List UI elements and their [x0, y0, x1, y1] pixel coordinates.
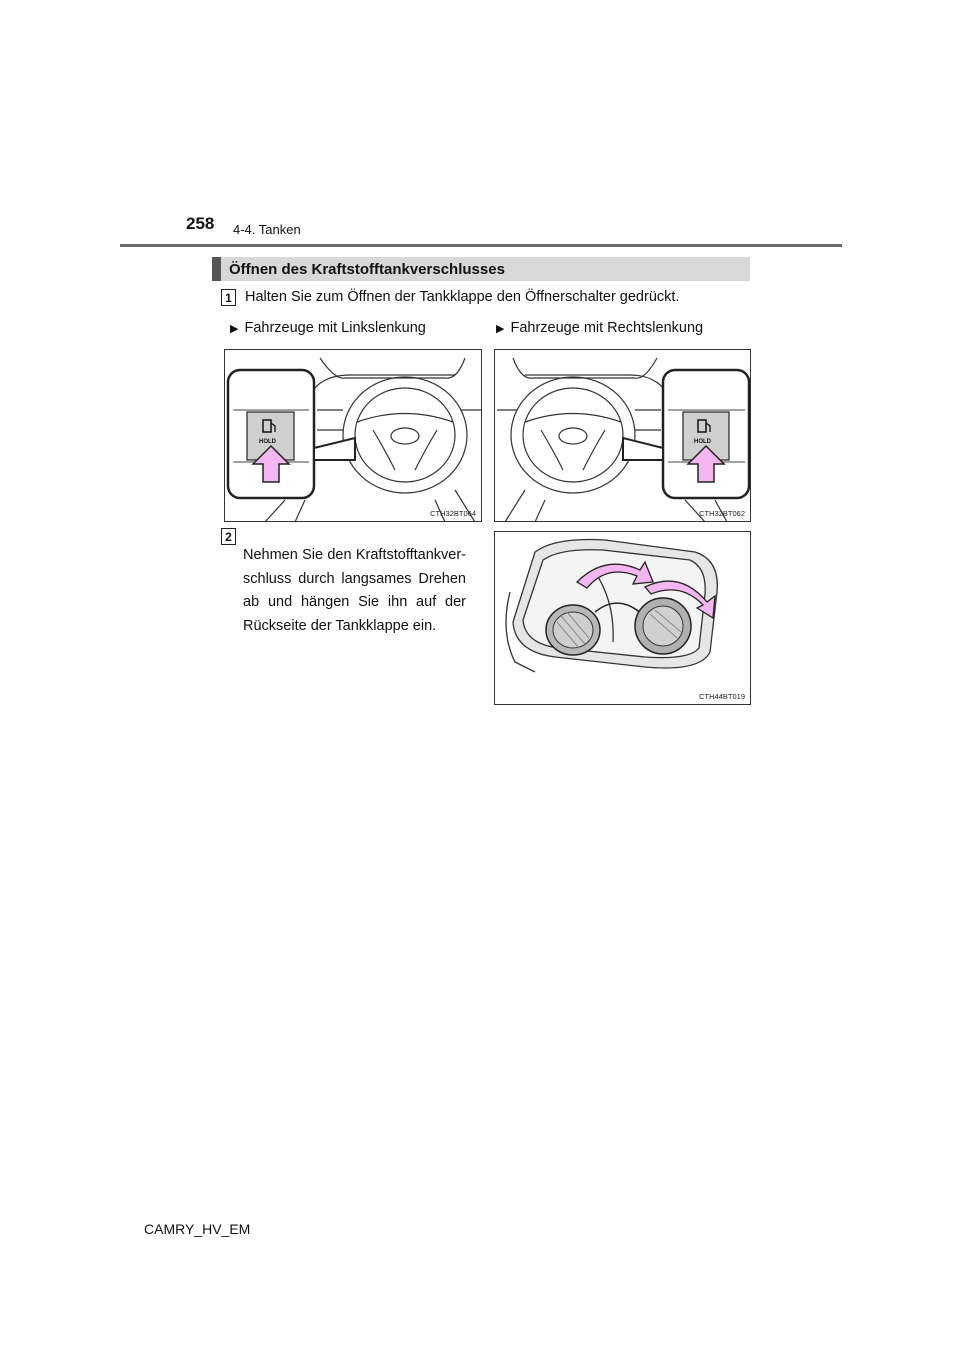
caption-left-hand-drive [230, 320, 426, 336]
figure-left-hand-drive [224, 349, 482, 522]
caption-right-hand-drive [496, 320, 703, 336]
caption-left-text: Fahrzeuge mit Linkslenkung [244, 320, 426, 336]
step-1-text: Halten Sie zum Öffnen der Tankklappe den Öffnerschalter gedrückt. [245, 289, 680, 305]
section-heading: Öffnen des Kraftstofftankverschlusses [229, 261, 505, 278]
footer-code: CAMRY_HV_EM [144, 1221, 251, 1237]
caption-right-text: Fahrzeuge mit Rechtslenkung [510, 320, 704, 336]
figure-left-code: CTH32BT064 [430, 509, 476, 518]
step-2-text: Nehmen Sie den Kraftstofftankver-schluss durch langsames Drehen ab und hängen Sie ihn auf der Rückseite der Tankklappe ein. [243, 547, 466, 634]
figure-right-code: CTH32BT062 [699, 509, 745, 518]
fuel-door-illustration [495, 532, 752, 706]
triangle-bullet-icon: ▶ [496, 323, 505, 335]
fuel-filler-neck [635, 598, 691, 654]
step-2-number: 2 [221, 528, 236, 545]
figure-right-hand-drive [494, 349, 751, 522]
header-rule [120, 244, 842, 247]
hold-label: HOLD [259, 439, 276, 445]
dashboard-illustration [225, 350, 483, 523]
section-title: 4-4. Tanken [233, 222, 301, 237]
step-1-number: 1 [221, 289, 236, 306]
triangle-bullet-icon: ▶ [230, 323, 239, 335]
dashboard-illustration [495, 350, 752, 523]
fuel-cap-removed [546, 605, 600, 655]
page-number: 258 [186, 214, 215, 233]
figure-fuel-cap [494, 531, 751, 705]
hold-label: HOLD [694, 439, 711, 445]
figure-cap-code: CTH44BT019 [699, 692, 745, 701]
